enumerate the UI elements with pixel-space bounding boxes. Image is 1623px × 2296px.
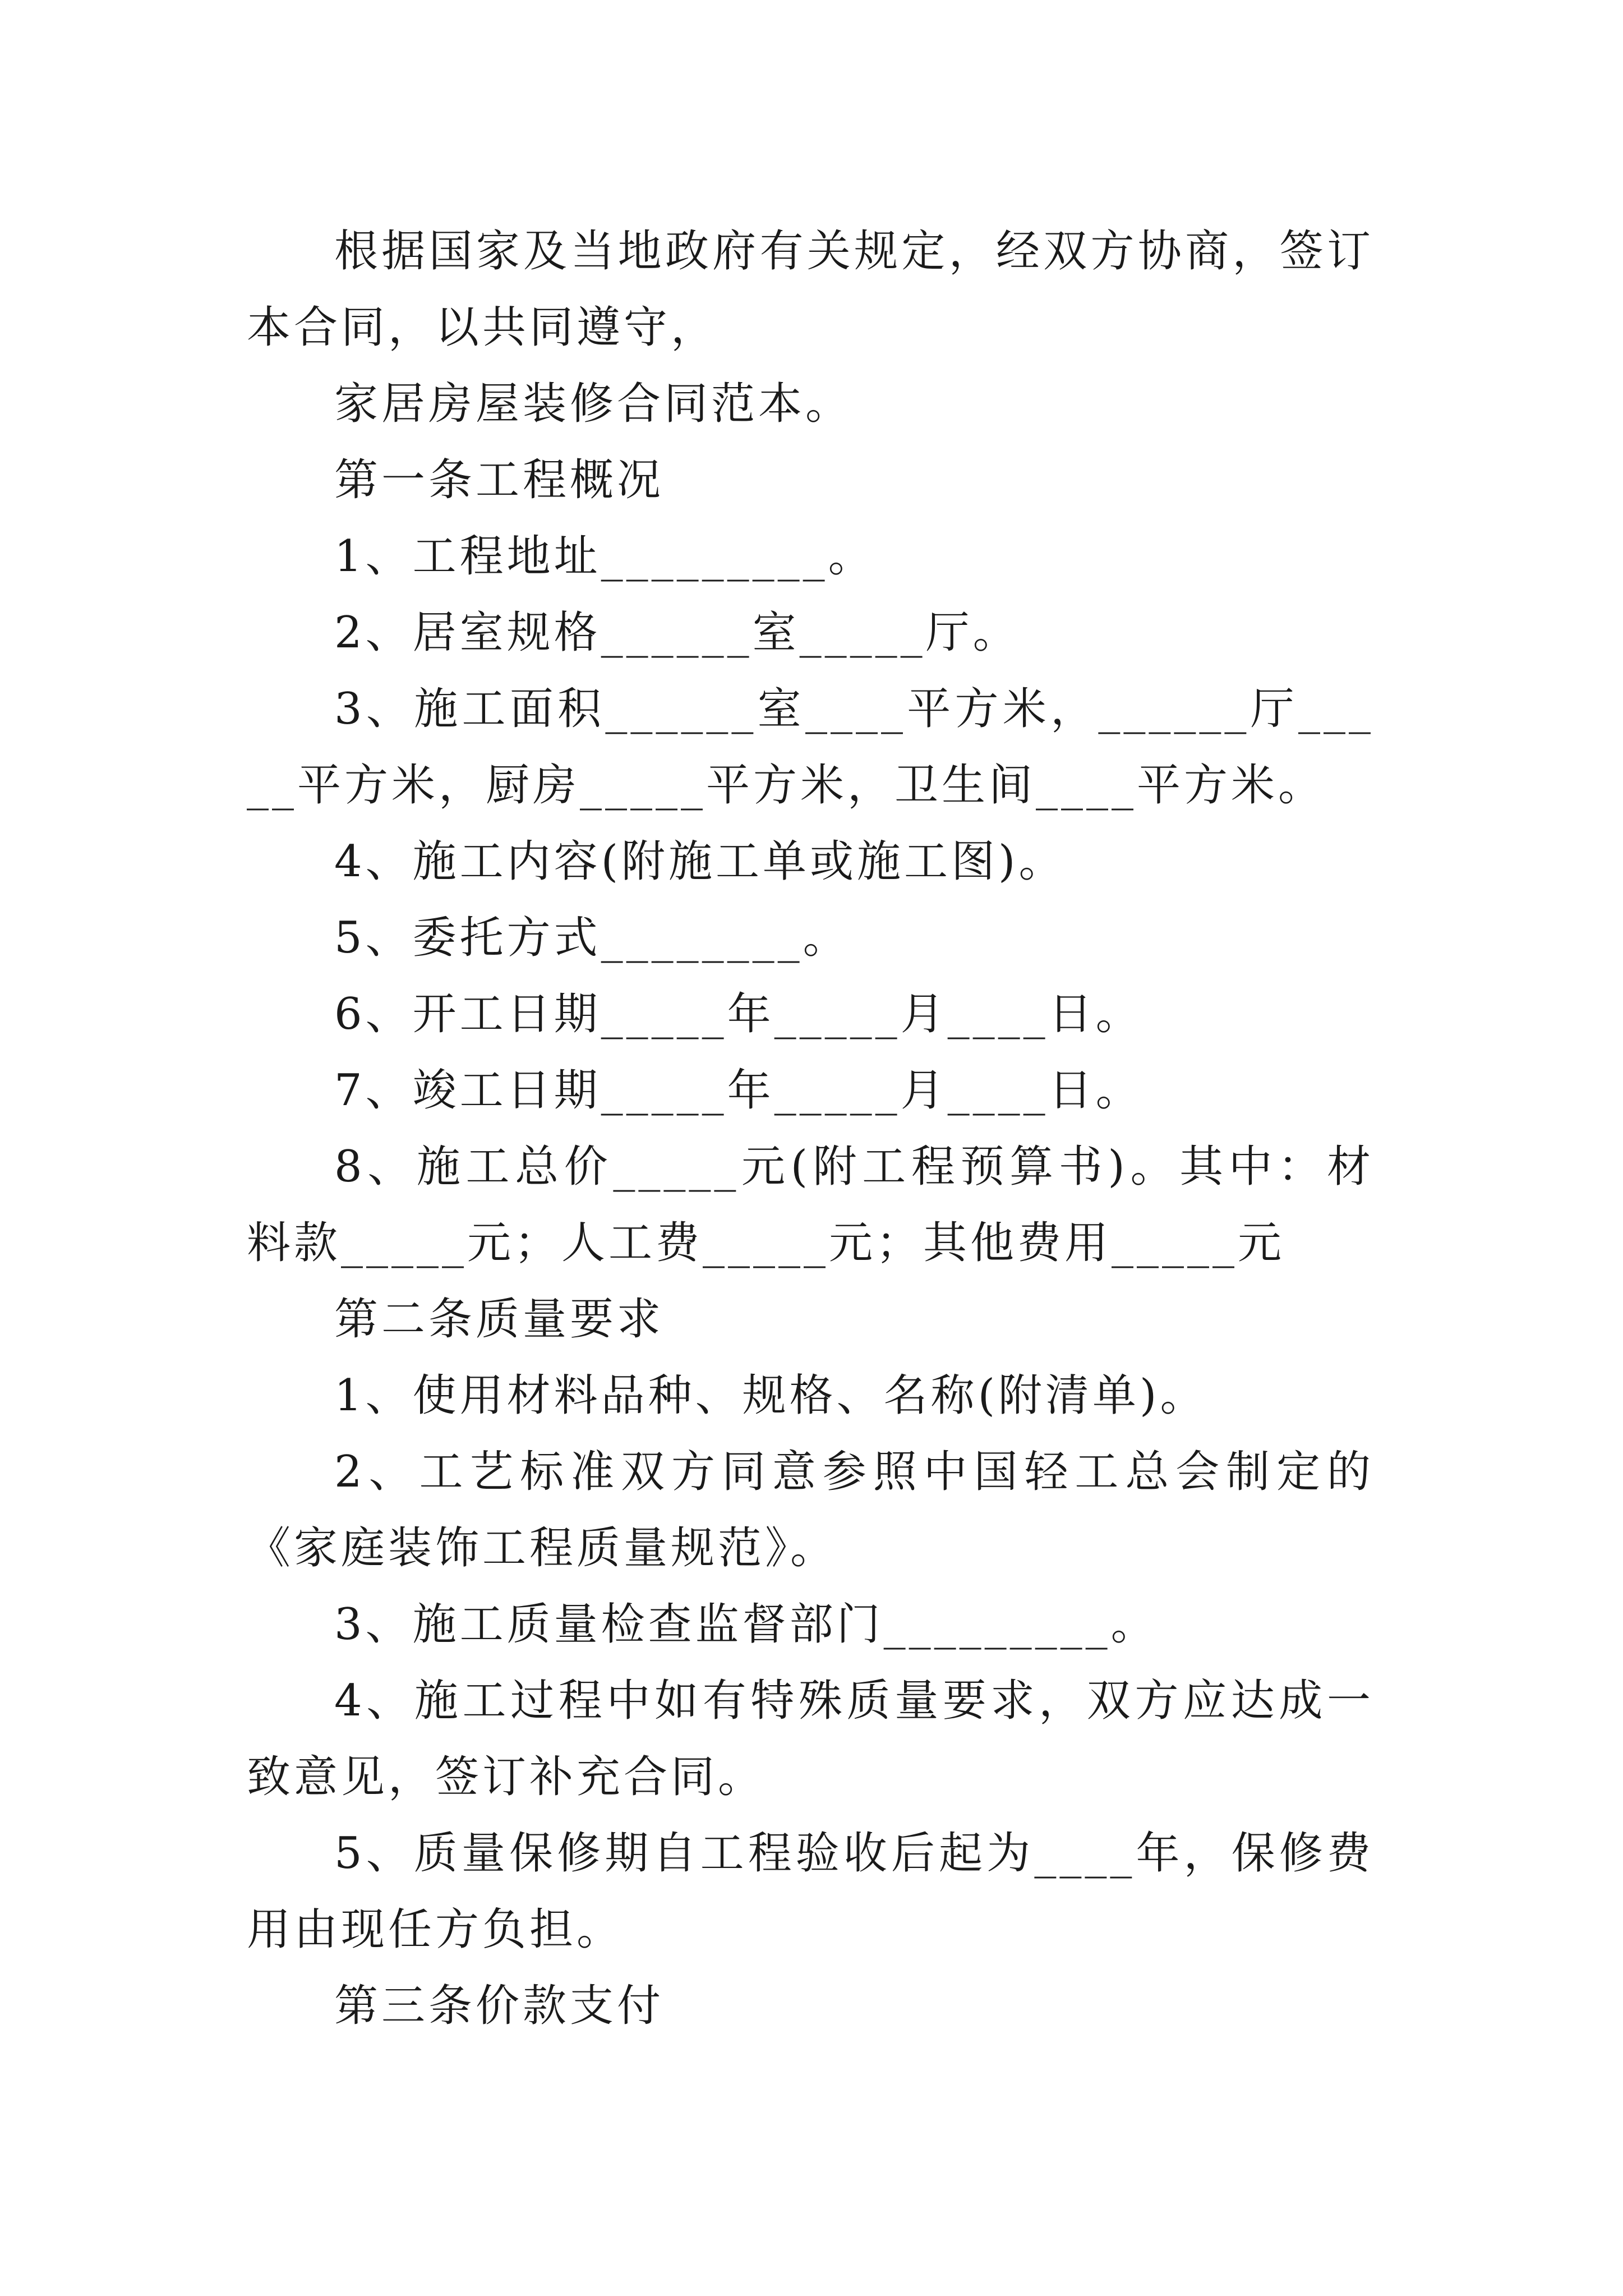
clause-construction-area: 3、施工面积______室____平方米，______厅_____平方米，厨房_____平方米，卫生间____平方米。 [247,684,1374,811]
clause-room-spec: 2、居室规格______室_____厅。 [334,608,1020,658]
clause-process-standard: 2、工艺标准双方同意参照中国轻工总会制定的《家庭装饰工程质量规范》。 [247,1447,1374,1573]
document-body [247,213,1374,2044]
clause-commission-method: 5、委托方式________。 [334,913,850,963]
clause-construction-content: 4、施工内容(附施工单或施工图)。 [334,836,1066,887]
clause-project-address: 1、工程地址_________。 [334,531,875,582]
clause-warranty: 5、质量保修期自工程验收后起为____年，保修费用由现任方负担。 [247,1828,1374,1955]
section-heading-1: 第一条工程概况 [334,455,665,505]
clause-completion-date: 7、竣工日期_____年_____月____日。 [334,1065,1143,1116]
section-heading-3: 第三条价款支付 [334,1981,665,2031]
paragraph-title: 家居房屋装修合同范本。 [334,379,853,429]
paragraph-preamble: 根据国家及当地政府有关规定，经双方协商，签订本合同，以共同遵守， [247,226,1374,353]
clause-materials: 1、使用材料品种、规格、名称(附清单)。 [334,1370,1207,1421]
clause-special-requirements: 4、施工过程中如有特殊质量要求，双方应达成一致意见，签订补充合同。 [247,1676,1374,1802]
clause-supervision-dept: 3、施工质量检查监督部门_________。 [334,1599,1158,1650]
clause-start-date: 6、开工日期_____年_____月____日。 [334,989,1143,1039]
section-heading-2: 第二条质量要求 [334,1294,665,1345]
clause-total-price: 8、施工总价_____元(附工程预算书)。其中：材料款_____元；人工费_____元；其他费用_____元 [247,1142,1374,1268]
